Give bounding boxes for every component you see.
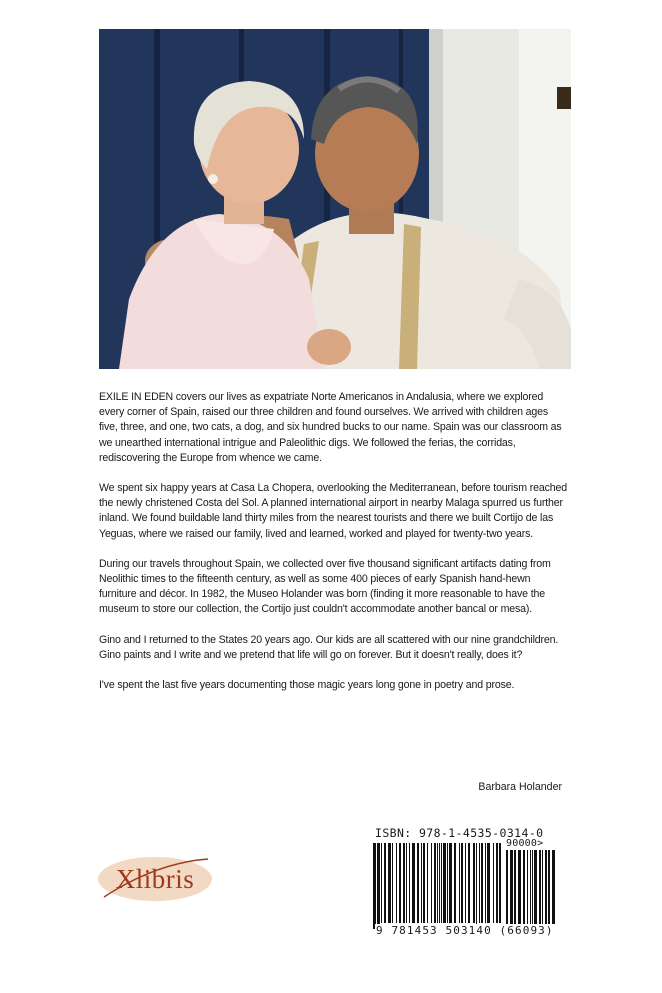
isbn-label: ISBN: 978-1-4535-0314-0 — [375, 826, 544, 840]
blurb-paragraph: I've spent the last five years documenting those magic years long gone in poetry and prose. — [99, 679, 515, 692]
barcode-bar — [409, 843, 410, 923]
addon-barcode — [505, 850, 559, 934]
barcode-bar — [427, 843, 428, 923]
barcode-bar — [552, 850, 555, 926]
barcode-bar — [392, 843, 393, 923]
addon-digits: 90000> — [506, 838, 544, 849]
barcode-bar — [403, 843, 405, 923]
barcode-bar — [465, 843, 466, 923]
barcode-bar — [406, 843, 407, 923]
barcode-bar — [459, 843, 460, 923]
barcode-bar — [396, 843, 397, 923]
ean-barcode — [372, 843, 502, 935]
barcode-bar — [447, 843, 448, 923]
publisher-logo-text: Xlibris — [115, 864, 195, 894]
barcode-bar — [468, 843, 470, 923]
barcode-bar — [461, 843, 463, 923]
barcode-bar — [373, 843, 376, 929]
blurb-paragraph: Gino and I returned to the States 20 years ago. Our kids are all scattered with our nine grandchildren. Gino paints and I write and we pretend that life will go on forever. But it doesn't really, does it? — [99, 633, 559, 661]
barcode-bar — [548, 850, 550, 926]
barcode-bar — [412, 843, 415, 923]
barcode-bar — [506, 850, 508, 926]
barcode-bar — [449, 843, 452, 923]
couple-photo-icon — [99, 29, 571, 369]
barcode-bar — [443, 843, 446, 923]
barcode-bar — [388, 843, 391, 923]
barcode-bar — [518, 850, 521, 926]
barcode-bar — [539, 850, 541, 926]
barcode-bar — [421, 843, 422, 923]
barcode-bar — [496, 843, 498, 923]
barcode-bar — [417, 843, 419, 923]
author-signature: Barbara Holander — [478, 781, 562, 793]
barcode-bar — [545, 850, 547, 926]
blurb-paragraph: EXILE IN EDEN covers our lives as expatriate Norte Americanos in Andalusia, where we explored every corner of Spain, raised our three children and found ourselves. We arrived with children ages five, three, and one, two cats, a dog, and six hundred bucks to our name. Spain was our classroom as we unearthed international intrigue and Paleolithic digs. We followed the ferias, the corridas, rediscovering the Europe from whence we came. — [99, 391, 562, 464]
barcode-bar — [530, 850, 531, 926]
barcode-bar — [423, 843, 425, 923]
blurb-paragraph: We spent six happy years at Casa La Chopera, overlooking the Mediterranean, before tourism reached the newly christened Costa del Sol. A planned international airport in nearby Malaga spurred us further inland. We found buildable land thirty miles from the nearest tourists and there we built Cortijo de las Yeguas, where we raised our family, lived and learned, worked and played for twenty-two years. — [99, 482, 567, 540]
barcode-bar — [437, 843, 438, 923]
barcode-bar — [441, 843, 442, 923]
barcode-bar — [399, 843, 401, 923]
barcode-bar — [431, 843, 432, 923]
barcode-bar — [487, 843, 490, 923]
back-cover-blurb — [99, 390, 569, 708]
author-photo — [99, 29, 571, 369]
barcode-bar — [485, 843, 486, 923]
publisher-logo — [96, 853, 214, 905]
barcode-bar — [534, 850, 537, 926]
barcode-bar — [514, 850, 516, 926]
barcode-bar — [476, 843, 477, 929]
blurb-paragraph: During our travels throughout Spain, we collected over five thousand significant artifacts dating from Neolithic times to the fifteenth century, as well as some 400 pieces of early Spanish hand-hewn furniture and décor. In 1982, the Museo Holander was born (finding it more reasonable to have the museum to store our collection, the Cortijo just couldn't accommodate another bancal or mesa). — [99, 557, 551, 616]
barcode-bar — [377, 843, 380, 929]
barcode-bar — [523, 850, 525, 926]
barcode-bar — [499, 843, 501, 923]
barcode-bar — [381, 843, 382, 923]
barcode-bar — [473, 843, 475, 923]
barcode-bar — [510, 850, 513, 926]
barcode-bar — [532, 850, 533, 926]
barcode-bar — [439, 843, 440, 923]
barcode-bar — [542, 850, 543, 926]
barcode-bar — [481, 843, 483, 923]
barcode-bar — [493, 843, 494, 923]
barcode-bar — [527, 850, 528, 926]
barcode-bar — [454, 843, 456, 923]
barcode-bar — [479, 843, 480, 923]
barcode-bar — [384, 843, 386, 923]
ean-digits: 9 781453 503140 (66093) — [376, 924, 554, 937]
barcode-bar — [434, 843, 436, 923]
